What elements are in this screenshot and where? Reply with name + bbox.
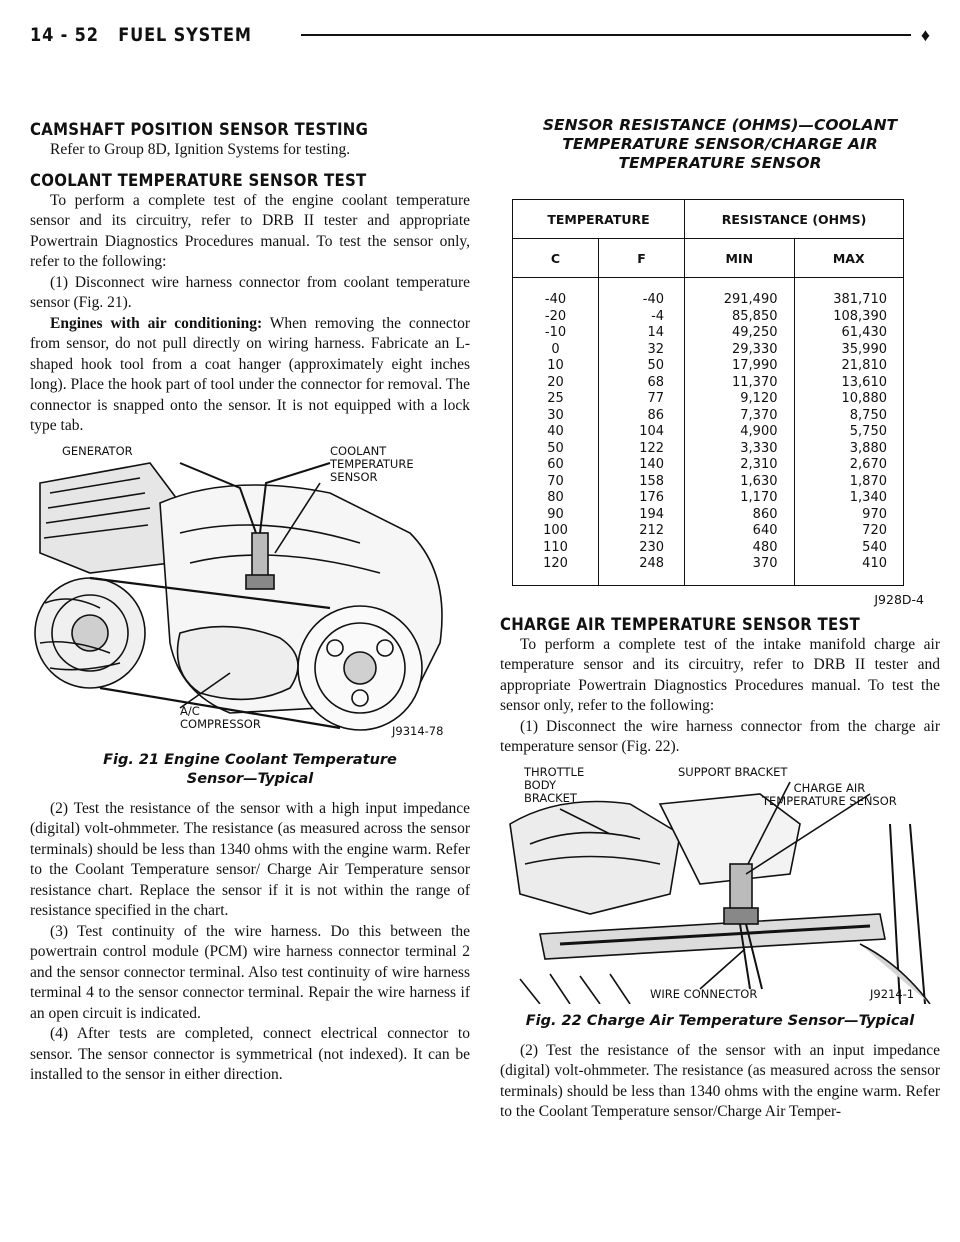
label-coolant-sensor: COOLANT TEMPERATURE SENSOR: [330, 443, 414, 484]
table-cell-min: 2,310: [740, 457, 778, 472]
table-cell-c: -40: [544, 292, 567, 307]
right-column: [500, 116, 940, 1123]
table-cell-max: 1,340: [849, 490, 887, 505]
camshaft-heading: CAMSHAFT POSITION SENSOR TESTING: [30, 120, 369, 140]
label-generator: GENERATOR: [62, 443, 133, 458]
table-cell-max: 3,880: [849, 440, 887, 456]
table-cell-c: 90: [547, 506, 564, 522]
table-cell-f: 32: [647, 341, 665, 357]
table-cell-f: 86: [647, 407, 665, 423]
charge-intro: To perform a complete test of the intake manifold charge air temperature sensor and its circuitry, refer to DRB II tester and appropriate Powertrain Diagnostics Procedures manual. To test the sensor only, refer to the following:: [500, 635, 940, 714]
table-cell-c: 50: [547, 440, 564, 456]
diamond-icon: ♦: [920, 24, 930, 45]
page-number: 14 - 52 FUEL SYSTEM: [30, 24, 252, 46]
column-fahrenheit: [599, 278, 685, 586]
table-cell-f: 230: [639, 539, 665, 555]
table-cell-max: 21,810: [841, 358, 887, 373]
table-cell-min: 49,250: [732, 325, 778, 340]
table-cell-c: 120: [543, 556, 568, 571]
table-code: J928D-4: [874, 591, 924, 607]
table-cell-min: 29,330: [732, 341, 778, 357]
table-cell-min: 370: [752, 556, 778, 571]
table-cell-c: 110: [543, 539, 568, 555]
table-cell-max: 410: [862, 556, 887, 571]
figure-22-caption: Fig. 22 Charge Air Temperature Sensor—Typical: [525, 1012, 915, 1029]
table-cell-min: 4,900: [740, 424, 778, 439]
table-cell-max: 13,610: [841, 374, 887, 390]
ac-note-text: When removing the connector from sensor, do not pull directly on wiring harness. Fabricate an L-shaped hook tool from a coat hanger (approximately eight inches long). Place the hook part of tool under the connector for removal. The connector is snapped onto the sensor. It is not equipped with a lock type tab.: [30, 314, 470, 434]
table-cell-c: 60: [547, 457, 564, 472]
table-cell-max: 108,390: [833, 308, 887, 324]
table-cell-c: -20: [544, 308, 567, 324]
figure-21-code: J9314-78: [392, 723, 444, 738]
header-rule: [301, 34, 911, 36]
coolant-step-3: (3) Test continuity of the wire harness. Do this between the powertrain control module (PCM) wire harness connector terminal 2 and the sensor connector terminal. Also test continuity of wire harness terminal 4 to the sensor connector terminal. Repair the wire harness if an open circuit is indicated.: [30, 922, 470, 1022]
header-min: MIN: [685, 239, 794, 278]
table-cell-f: -40: [642, 292, 665, 307]
charge-heading: CHARGE AIR TEMPERATURE SENSOR TEST: [500, 614, 861, 635]
coolant-intro: To perform a complete test of the engine coolant temperature sensor and its circuitry, refer to DRB II tester and appropriate Powertrain Diagnostics Procedures manual. To test the sensor only, refer to the following:: [30, 191, 470, 270]
table-cell-c: 40: [547, 424, 564, 439]
table-cell-max: 540: [862, 539, 887, 555]
table-cell-f: 248: [639, 556, 665, 571]
table-cell-max: 61,430: [841, 325, 887, 340]
table-cell-max: 970: [862, 506, 887, 522]
table-cell-f: 212: [639, 523, 665, 538]
table-cell-f: 104: [639, 424, 665, 439]
table-cell-c: -10: [544, 325, 567, 340]
label-wire-connector: WIRE CONNECTOR: [650, 986, 758, 1001]
table-cell-max: 35,990: [841, 341, 887, 357]
header-temperature: TEMPERATURE: [513, 200, 685, 239]
table-cell-c: 10: [547, 358, 564, 373]
charge-step-1: (1) Disconnect the wire harness connector from the charge air temperature sensor (Fig. 22).: [500, 717, 940, 755]
table-cell-min: 11,370: [732, 374, 778, 390]
label-throttle-body-bracket: THROTTLE BODY BRACKET: [524, 764, 585, 805]
column-min: [685, 278, 794, 586]
table-cell-min: 640: [752, 523, 778, 538]
ac-note-lead: Engines with air conditioning:: [50, 314, 263, 332]
label-support-bracket: SUPPORT BRACKET: [678, 764, 788, 779]
column-max: [794, 278, 904, 586]
charge-step-2: (2) Test the resistance of the sensor with an input impedance (digital) volt-ohmmeter. The resistance (as measured across the sensor terminals) should be less than 1340 ohms with the engine warm. Refer to the Coolant Temperature sensor/Charge Air Temper-: [500, 1041, 940, 1120]
page-header: [30, 22, 930, 48]
resistance-table-title: SENSOR RESISTANCE (OHMS)—COOLANT TEMPERATURE SENSOR/CHARGE AIR TEMPERATURE SENSOR: [542, 116, 898, 172]
coolant-step-1: (1) Disconnect wire harness connector from coolant temperature sensor (Fig. 21).: [30, 273, 470, 311]
table-cell-max: 8,750: [849, 407, 887, 423]
table-cell-f: 77: [647, 391, 665, 406]
coolant-ac-note: [30, 314, 470, 437]
coolant-heading: COOLANT TEMPERATURE SENSOR TEST: [30, 170, 367, 191]
table-cell-max: 5,750: [849, 424, 887, 439]
table-cell-c: 100: [543, 523, 568, 538]
header-resistance: RESISTANCE (OHMS): [685, 200, 904, 239]
table-cell-f: 140: [639, 457, 665, 472]
coolant-step-2: (2) Test the resistance of the sensor with a high input impedance (digital) volt-ohmmeter. The resistance (as measured across the sensor terminals) should be less than 1340 ohms with the engine warm. Refer to the Coolant Temperature sensor/ Charge Air Temperature sensor resistance chart. Replace the sensor if it is not within the range of resistance specified in the chart.: [30, 799, 470, 919]
table-cell-min: 3,330: [740, 440, 778, 456]
header-f: F: [599, 239, 685, 278]
table-cell-f: 194: [639, 506, 665, 522]
figure-22: [500, 764, 940, 1004]
table-cell-c: 20: [547, 374, 564, 390]
table-cell-c: 0: [551, 341, 560, 357]
table-cell-f: -4: [651, 308, 665, 324]
table-cell-f: 50: [647, 358, 665, 373]
table-cell-f: 14: [647, 325, 665, 340]
table-cell-f: 158: [639, 473, 665, 489]
table-cell-min: 860: [752, 506, 778, 522]
table-cell-min: 7,370: [740, 407, 778, 423]
table-cell-min: 17,990: [732, 358, 778, 373]
coolant-step-4: (4) After tests are completed, connect electrical connector to sensor. The sensor connector is symmetrical (not indexed). It can be installed to the sensor in either direction.: [30, 1025, 470, 1083]
table-cell-max: 1,870: [849, 473, 887, 489]
table-cell-min: 480: [752, 539, 778, 555]
label-charge-air-sensor: CHARGE AIR TEMPERATURE SENSOR: [762, 780, 897, 808]
table-cell-max: 10,880: [841, 391, 887, 406]
table-cell-min: 85,850: [732, 308, 778, 324]
table-cell-f: 176: [639, 490, 665, 505]
column-celsius: [513, 278, 599, 586]
figure-21: [30, 443, 470, 743]
engine-coolant-sensor-illustration: [30, 443, 470, 743]
figure-21-caption: Fig. 21 Engine Coolant Temperature Sensor—Typical: [103, 751, 397, 787]
label-ac-compressor: A/C COMPRESSOR: [180, 703, 261, 731]
figure-22-code: J9214-1: [870, 986, 915, 1001]
table-cell-c: 30: [547, 407, 564, 423]
table-cell-c: 70: [547, 473, 564, 489]
table-cell-min: 291,490: [723, 292, 778, 307]
table-cell-max: 2,670: [849, 457, 887, 472]
table-cell-c: 80: [547, 490, 564, 505]
table-cell-min: 9,120: [740, 391, 778, 406]
table-cell-min: 1,170: [740, 490, 778, 505]
header-max: MAX: [794, 239, 904, 278]
header-c: C: [513, 239, 599, 278]
table-cell-max: 720: [862, 523, 887, 538]
table-cell-max: 381,710: [833, 292, 887, 307]
table-cell-min: 1,630: [740, 473, 778, 489]
table-cell-c: 25: [547, 391, 564, 406]
left-column: [30, 120, 470, 1086]
table-cell-f: 122: [639, 440, 665, 456]
resistance-table: [512, 199, 904, 586]
camshaft-text: Refer to Group 8D, Ignition Systems for testing.: [50, 141, 351, 158]
table-cell-f: 68: [647, 374, 665, 390]
